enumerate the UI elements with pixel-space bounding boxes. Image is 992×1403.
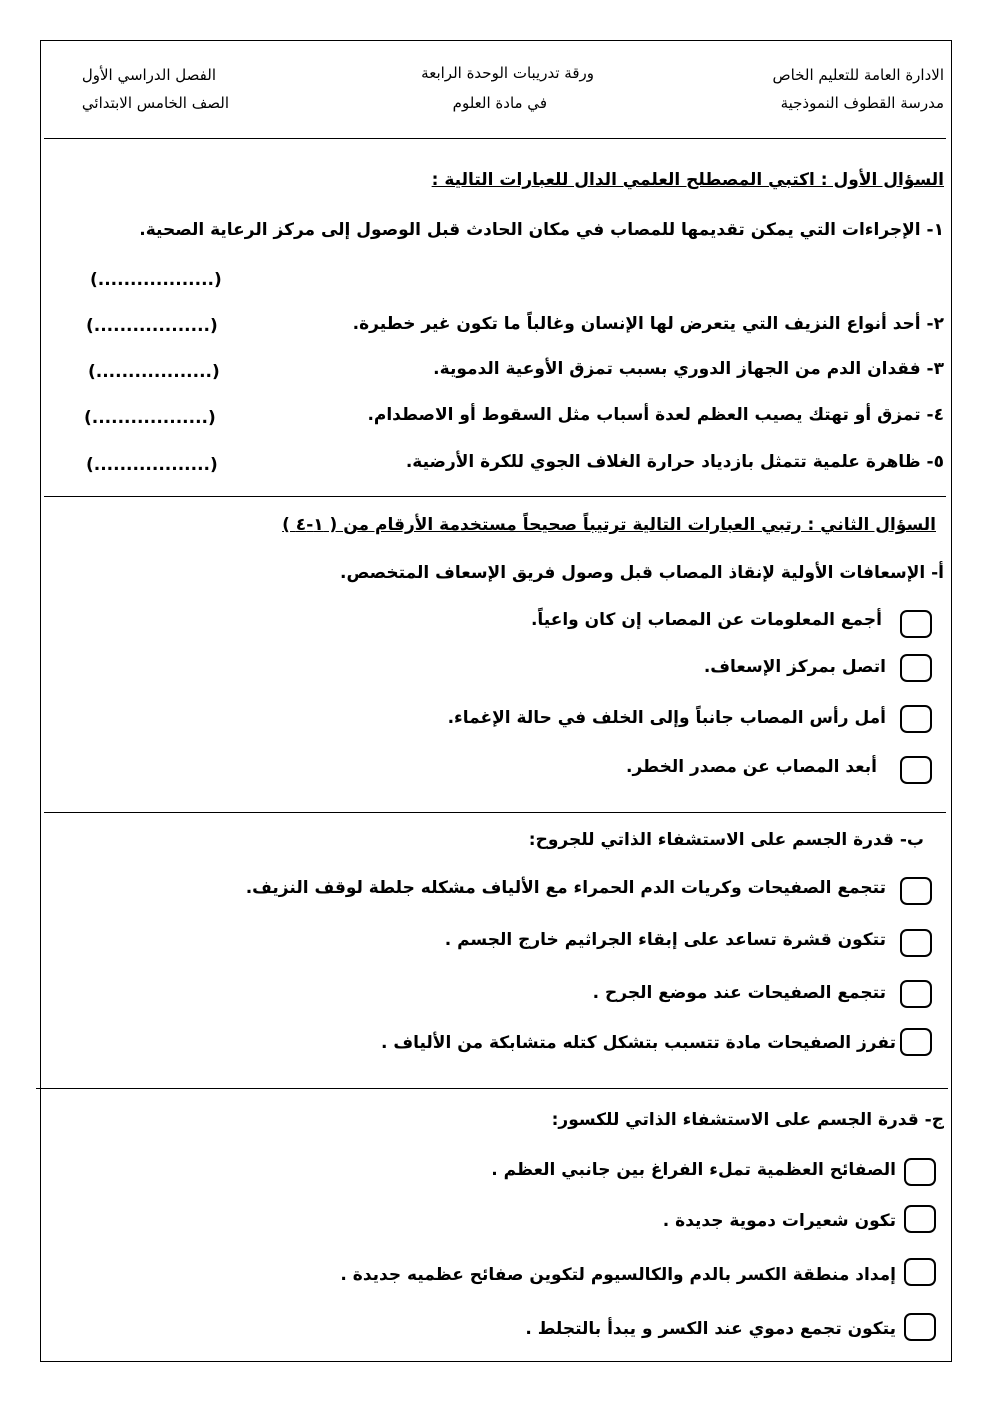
q2c-order-box-2[interactable] (904, 1205, 936, 1233)
q2a-item-2: اتصل بمركز الإسعاف. (703, 657, 886, 677)
q1-item-3: ٣- فقدان الدم من الجهاز الدوري بسبب تمزق الأوعية الدموية. (433, 359, 944, 379)
q2b-order-box-3[interactable] (900, 980, 932, 1008)
header-grade: الصف الخامس الابتدائي (81, 94, 229, 112)
q2c-item-2: تكون شعيرات دموية جديدة . (662, 1211, 896, 1231)
q2b-item-4: تفرز الصفيحات مادة تتسبب بتشكل كتله متشابكة من الألياف . (380, 1033, 896, 1053)
q2b-heading: ب- قدرة الجسم على الاستشفاء الذاتي للجروح: (528, 830, 924, 850)
q2a-item-4: أبعد المصاب عن مصدر الخطر. (626, 757, 877, 777)
q1-blank-2[interactable]: (..................) (86, 316, 218, 336)
q2c-item-3: إمداد منطقة الكسر بالدم والكالسيوم لتكوين صفائح عظميه جديدة . (340, 1265, 896, 1285)
q1-item-4: ٤- تمزق أو تهتك يصيب العظم لعدة أسباب مثل السقوط أو الاصطدام. (367, 405, 944, 425)
q1-blank-5[interactable]: (..................) (86, 455, 218, 475)
q2b-divider (36, 1088, 948, 1089)
q2b-order-box-1[interactable] (900, 877, 932, 905)
q1-item-1: ١- الإجراءات التي يمكن تقديمها للمصاب في مكان الحادث قبل الوصول إلى مركز الرعاية الصحية. (139, 220, 944, 240)
q2b-item-3: تتجمع الصفيحات عند موضع الجرح . (592, 983, 886, 1003)
header-authority: الادارة العامة للتعليم الخاص (772, 66, 944, 84)
q1-title: السؤال الأول : اكتبي المصطلح العلمي الدال للعبارات التالية : (431, 170, 944, 190)
q2c-order-box-3[interactable] (904, 1258, 936, 1286)
q1-blank-3[interactable]: (..................) (88, 362, 220, 382)
q2b-item-1: تتجمع الصفيحات وكريات الدم الحمراء مع الألياف مشكله جلطة لوقف النزيف. (245, 878, 886, 898)
q2b-item-2: تتكون قشرة تساعد على إبقاء الجراثيم خارج الجسم . (444, 930, 886, 950)
header-divider (44, 138, 946, 139)
q1-item-5: ٥- ظاهرة علمية تتمثل بازدياد حرارة الغلاف الجوي للكرة الأرضية. (405, 452, 944, 472)
q2a-order-box-4[interactable] (900, 756, 932, 784)
q2c-order-box-4[interactable] (904, 1313, 936, 1341)
q2a-divider (44, 812, 946, 813)
q1-blank-4[interactable]: (..................) (84, 408, 216, 428)
q2c-item-1: الصفائح العظمية تملء الفراغ بين جانبي العظم . (491, 1160, 896, 1180)
q2a-order-box-1[interactable] (900, 610, 932, 638)
q1-item-2: ٢- أحد أنواع النزيف التي يتعرض لها الإنسان وغالباً ما تكون غير خطيرة. (352, 314, 944, 334)
q2c-order-box-1[interactable] (904, 1158, 936, 1186)
q2b-order-box-2[interactable] (900, 929, 932, 957)
q1-divider (44, 496, 946, 497)
q2a-item-3: أمل رأس المصاب جانباً وإلى الخلف في حالة الإغماء. (447, 708, 886, 728)
q2-title: السؤال الثاني : رتبي العبارات التالية ترتيباً صحيحاً مستخدمة الأرقام من ( ١-٤ ) (282, 515, 936, 535)
q2a-heading: أ- الإسعافات الأولية لإنقاذ المصاب قبل وصول فريق الإسعاف المتخصص. (339, 563, 944, 583)
header-subject: في مادة العلوم (452, 94, 547, 112)
q2a-order-box-3[interactable] (900, 705, 932, 733)
header-term: الفصل الدراسي الأول (81, 66, 216, 84)
header-school: مدرسة القطوف النموذجية (780, 94, 944, 112)
q2a-item-1: أجمع المعلومات عن المصاب إن كان واعياً. (530, 610, 882, 630)
q2b-order-box-4[interactable] (900, 1028, 932, 1056)
q2c-heading: ج- قدرة الجسم على الاستشفاء الذاتي للكسور: (551, 1110, 944, 1130)
q2a-order-box-2[interactable] (900, 654, 932, 682)
q1-blank-1[interactable]: (..................) (90, 270, 222, 290)
q2c-item-4: يتكون تجمع دموي عند الكسر و يبدأ بالتجلط . (525, 1319, 896, 1339)
header-worksheet-title: ورقة تدريبات الوحدة الرابعة (421, 64, 594, 82)
